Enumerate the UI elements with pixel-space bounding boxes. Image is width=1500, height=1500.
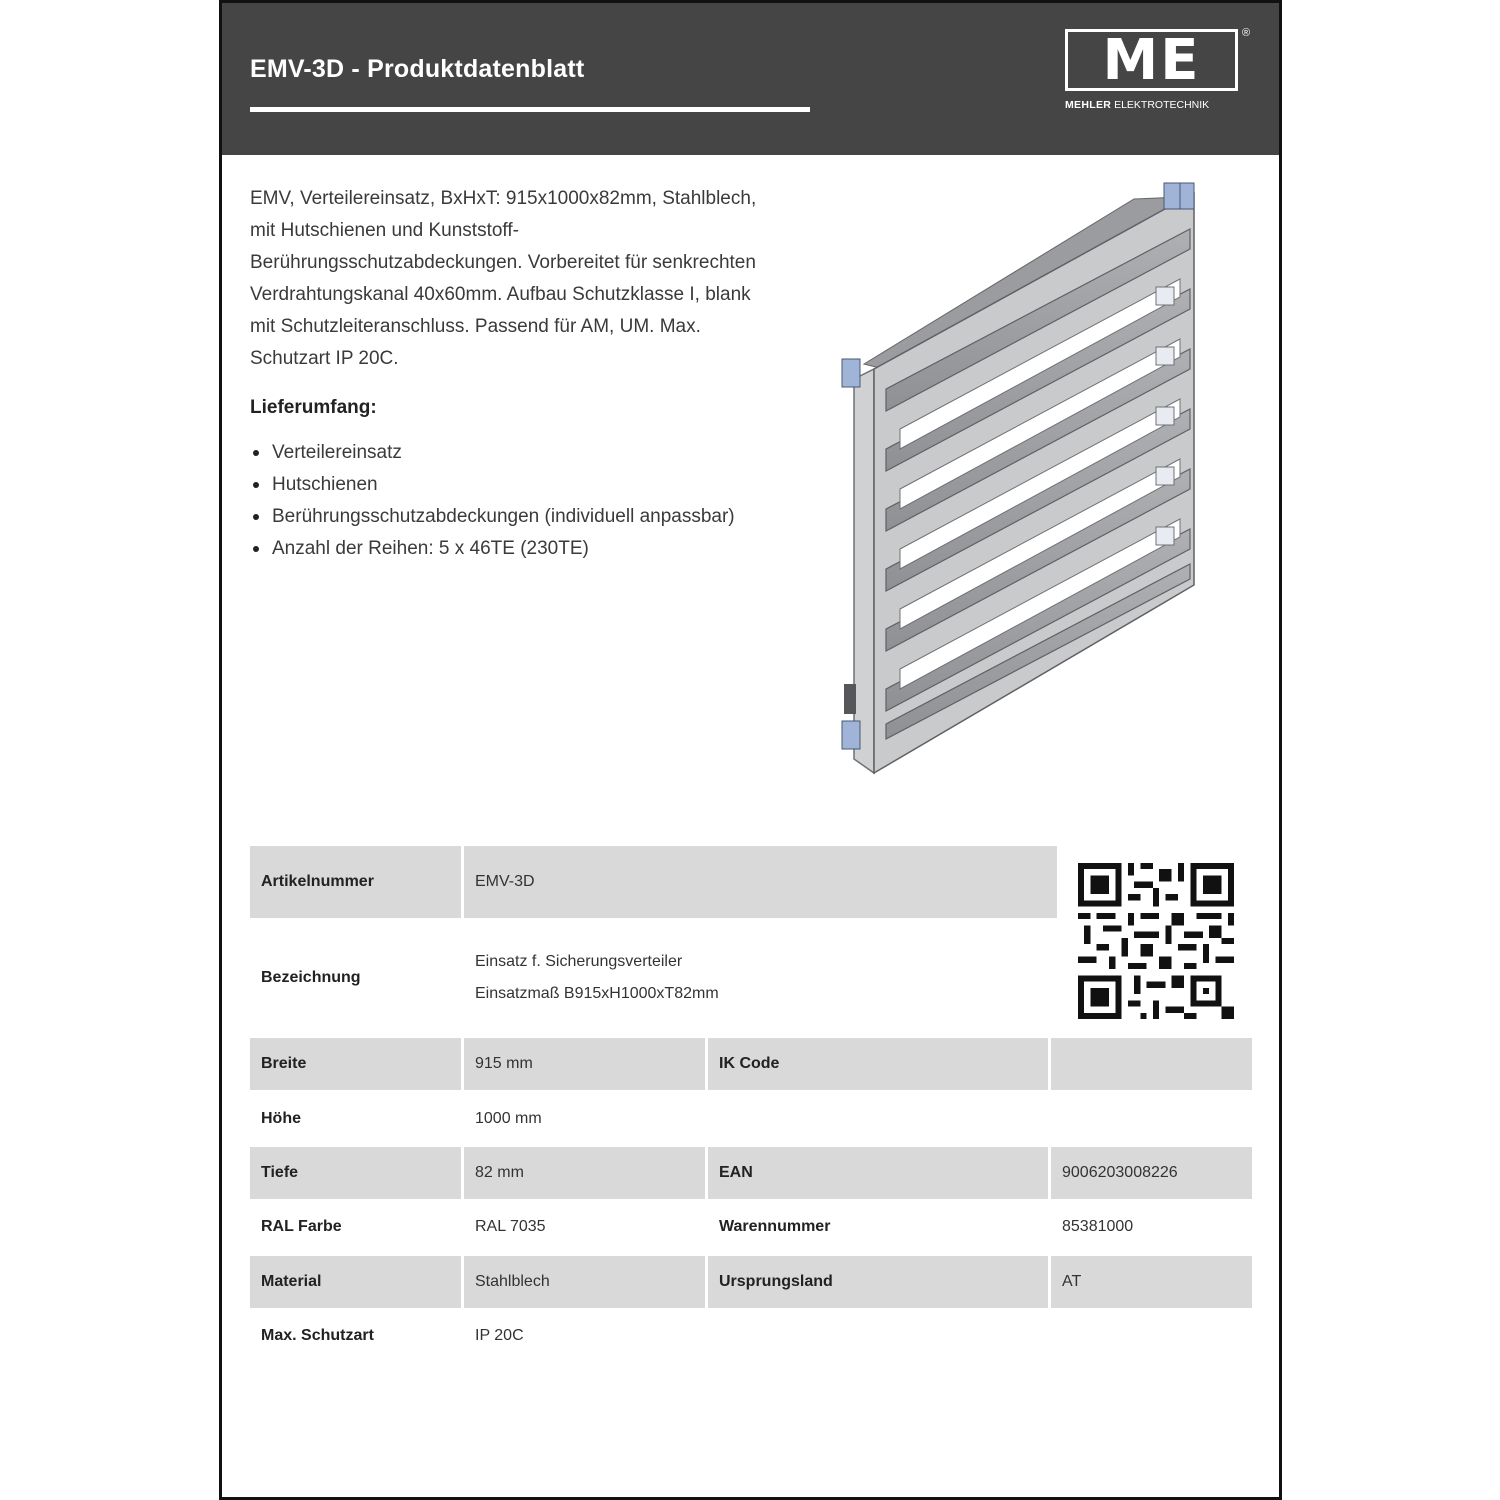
value-tiefe: 82 mm bbox=[464, 1147, 705, 1199]
bezeichnung-line-1: Einsatz f. Sicherungsverteiler bbox=[475, 953, 683, 970]
label-max-schutzart: Max. Schutzart bbox=[261, 1327, 374, 1344]
product-description: EMV, Verteilereinsatz, BxHxT: 915x1000x82mm, Stahlblech, mit Hutschienen und Kunststoff-Berührungsschutzabdeckungen. Vorbereitet für senkrechten Verdrahtungskanal 40x60mm. Aufbau Schutzklasse I, blank mit Schutzleiteranschluss. Passend für AM, UM. Max. Schutzart IP 20C. bbox=[250, 188, 757, 369]
logo-subtitle-text: ELEKTROTECHNIK bbox=[1114, 99, 1210, 111]
table-row bbox=[250, 1310, 1252, 1362]
label-breite: Breite bbox=[250, 1038, 461, 1090]
value-ik-code bbox=[1051, 1038, 1252, 1090]
page-header bbox=[222, 3, 1279, 155]
table-row bbox=[250, 1093, 1252, 1145]
value-breite: 915 mm bbox=[464, 1038, 705, 1090]
bezeichnung-line-2: Einsatzmaß B915xH1000xT82mm bbox=[475, 985, 719, 1002]
logo-brand: MEHLER bbox=[1065, 99, 1112, 111]
value-ursprungsland: AT bbox=[1051, 1256, 1252, 1308]
logo-frame bbox=[1065, 29, 1238, 91]
table-row bbox=[250, 1038, 1252, 1090]
value-max-schutzart: IP 20C bbox=[475, 1327, 524, 1344]
value-material: Stahlblech bbox=[464, 1256, 705, 1308]
label-warennummer: Warennummer bbox=[719, 1218, 831, 1235]
delivery-list bbox=[250, 437, 750, 565]
label-artikelnummer: Artikelnummer bbox=[250, 846, 461, 918]
value-warennummer: 85381000 bbox=[1062, 1218, 1134, 1235]
value-bezeichnung bbox=[464, 924, 1057, 1032]
title-underline bbox=[250, 107, 810, 112]
label-ik-code: IK Code bbox=[708, 1038, 1048, 1090]
delivery-heading: Lieferumfang: bbox=[250, 397, 377, 418]
mehler-logo bbox=[1065, 27, 1251, 115]
list-item: Anzahl der Reihen: 5 x 46TE (230TE) bbox=[250, 533, 750, 565]
table-row bbox=[250, 1201, 1252, 1253]
list-item: Hutschienen bbox=[250, 469, 750, 501]
logo-letters: ME bbox=[1102, 28, 1201, 93]
page-title: EMV-3D - Produktdatenblatt bbox=[250, 55, 585, 83]
product-image bbox=[834, 179, 1204, 775]
label-ral-farbe: RAL Farbe bbox=[261, 1218, 342, 1235]
value-artikelnummer: EMV-3D bbox=[464, 846, 1057, 918]
label-bezeichnung: Bezeichnung bbox=[261, 969, 361, 986]
table-row bbox=[250, 846, 1252, 918]
label-ean: EAN bbox=[708, 1147, 1048, 1199]
label-ursprungsland: Ursprungsland bbox=[708, 1256, 1048, 1308]
value-ral-farbe: RAL 7035 bbox=[475, 1218, 546, 1235]
list-item: Berührungsschutzabdeckungen (individuell anpassbar) bbox=[250, 501, 750, 533]
table-row bbox=[250, 1147, 1252, 1199]
list-item: Verteilereinsatz bbox=[250, 437, 750, 469]
value-ean: 9006203008226 bbox=[1051, 1147, 1252, 1199]
table-row bbox=[250, 924, 1252, 1032]
table-row bbox=[250, 1256, 1252, 1308]
label-hoehe: Höhe bbox=[261, 1110, 301, 1127]
label-tiefe: Tiefe bbox=[250, 1147, 461, 1199]
registered-mark: ® bbox=[1242, 27, 1251, 39]
value-hoehe: 1000 mm bbox=[475, 1110, 542, 1127]
datasheet-page bbox=[219, 0, 1282, 1500]
label-material: Material bbox=[250, 1256, 461, 1308]
logo-subtitle bbox=[1065, 99, 1209, 111]
